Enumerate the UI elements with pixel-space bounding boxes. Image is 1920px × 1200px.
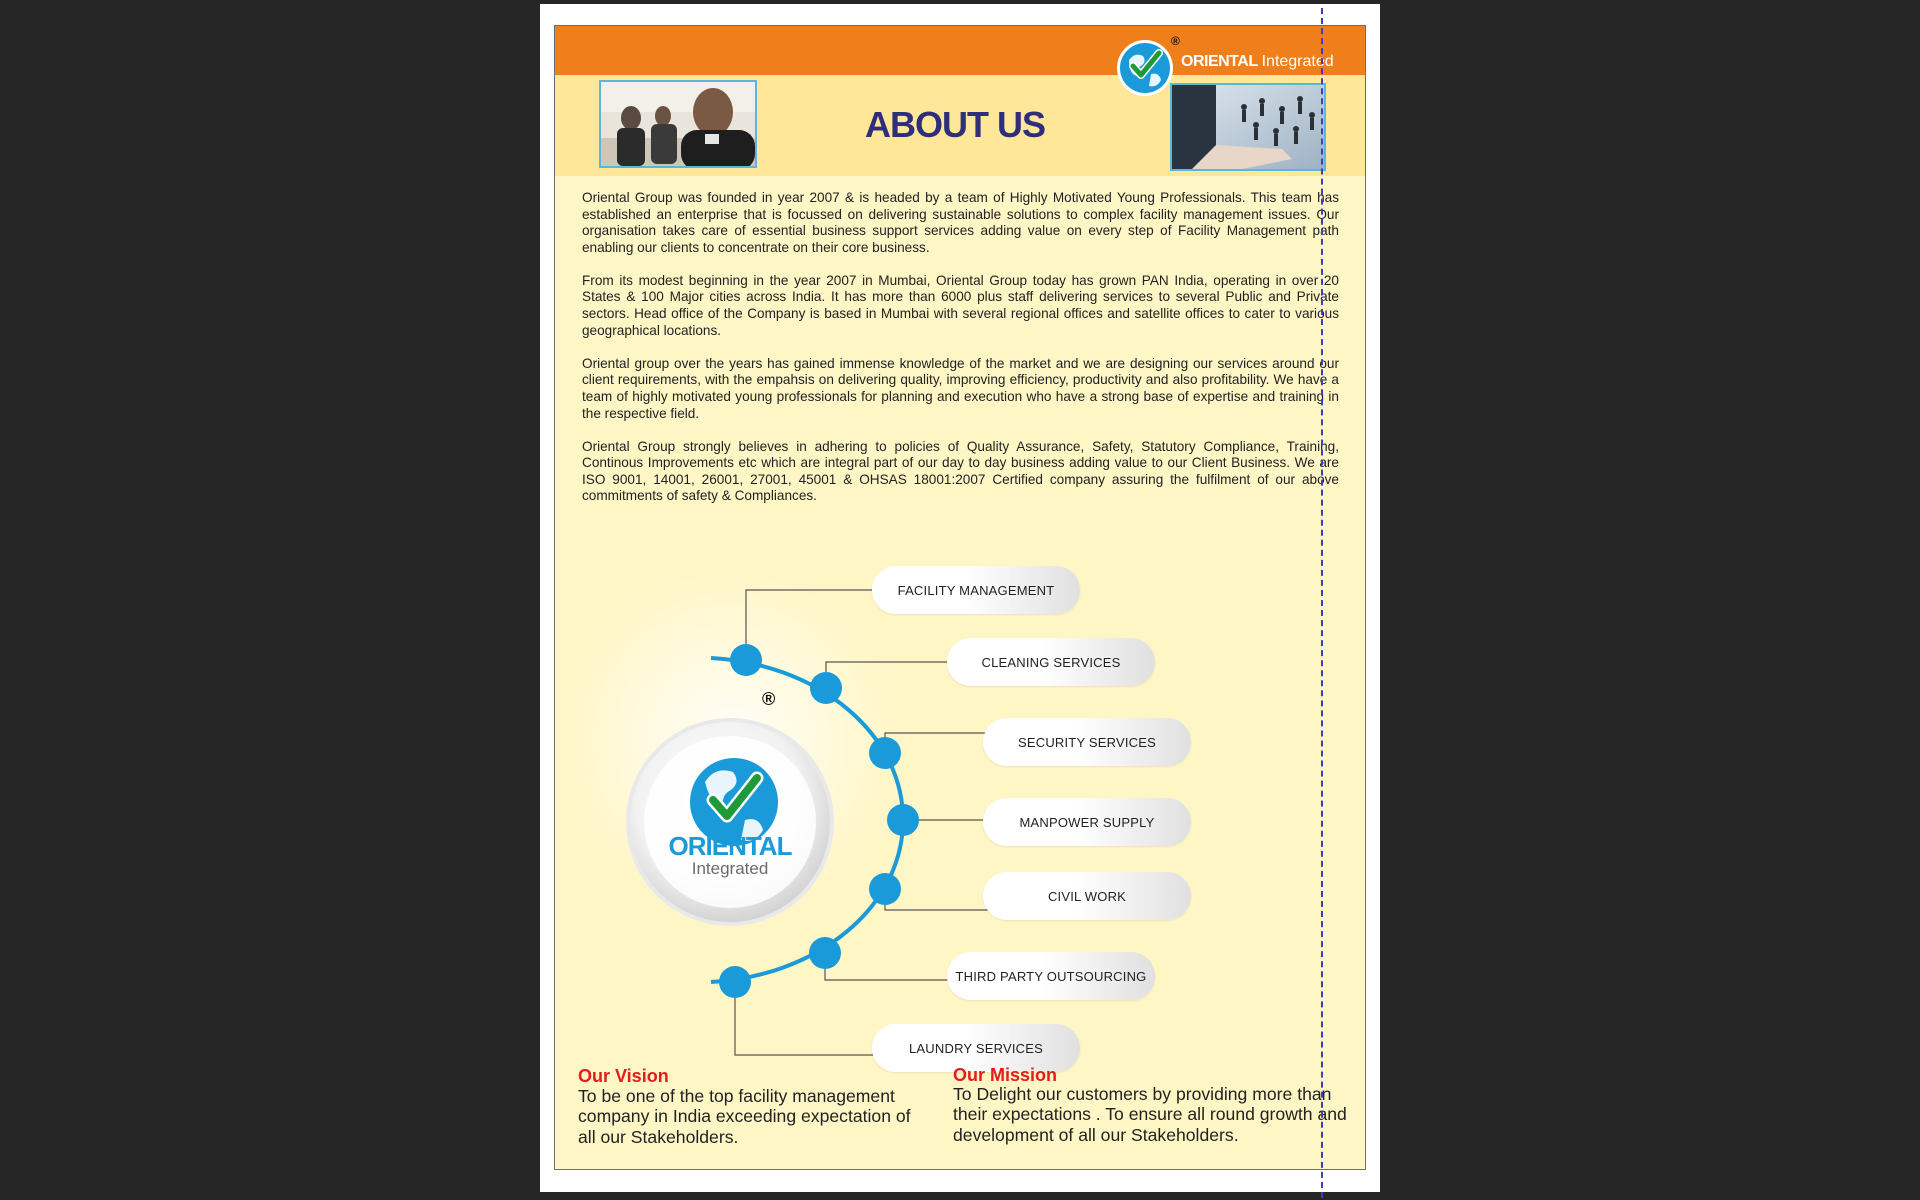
mission-text: To Delight our customers by providing more than their expectations . To ensure all round growth and development of all our Stakeholders. <box>953 1084 1347 1145</box>
registered-mark: ® <box>1171 34 1180 48</box>
about-body <box>582 190 1339 522</box>
paragraph: From its modest beginning in the year 2007 in Mumbai, Oriental Group today has grown PAN India, operating in over 20 States & 100 Major cities across India. It has more than 6000 plus staff delivering services to several Public and Private sectors. Head office of the Company is based in Mumbai with several regional offices and satellite offices to cater to various geographical locations. <box>582 272 1339 338</box>
service-pill: CIVIL WORK <box>983 872 1191 920</box>
meeting-photo <box>599 80 757 168</box>
page-title: ABOUT US <box>865 104 1045 145</box>
center-logo-sub: Integrated <box>691 859 769 878</box>
network-photo <box>1170 83 1326 171</box>
guide-line <box>1321 8 1323 1198</box>
vision-text: To be one of the top facility management company in India exceeding expectation of all our Stakeholders. <box>578 1086 911 1147</box>
service-pill: MANPOWER SUPPLY <box>983 798 1191 846</box>
mission-title: Our Mission <box>953 1065 1058 1085</box>
services-diagram <box>555 536 1365 1056</box>
document-page <box>540 4 1380 1192</box>
paragraph: Oriental Group was founded in year 2007 & is headed by a team of Highly Motivated Young Professionals. This team has established an enterprise that is focussed on delivering sustainable solutions to complex facility management issues. Our organisation takes care of essential business support services adding value on every step of Facility Management path enabling our clients to concentrate on their core business. <box>582 190 1339 255</box>
center-logo-name: ORIENTAL <box>668 831 792 861</box>
service-pill: SECURITY SERVICES <box>983 718 1191 766</box>
paragraph: Oriental group over the years has gained immense knowledge of the market and we are designing our services around our client requirements, with the empahsis on delivering quality, improving efficiency, productivity and also profitability. We have a team of highly motivated young professionals for planning and execution who have a strong base of expertise and training in the respective field. <box>582 355 1339 421</box>
brand-suffix: Integrated <box>1261 53 1334 70</box>
paragraph: Oriental Group strongly believes in adhering to policies of Quality Assurance, Safety, Statutory Compliance, Training, Continous Improvements etc which are integral part of our day to day business adding value to our Client Business. We are ISO 9001, 14001, 26001, 27001, 45001 & OHSAS 18001:2007 Certified company assuring the fulfilment of our above commitments of safety & Compliances. <box>582 438 1339 504</box>
brand-wordmark <box>1181 53 1334 71</box>
brochure-frame <box>554 25 1366 1170</box>
center-logo <box>630 689 830 879</box>
service-pill: CLEANING SERVICES <box>947 638 1155 686</box>
service-pill: LAUNDRY SERVICES <box>872 1024 1080 1072</box>
center-registered-mark: ® <box>762 689 776 709</box>
service-pill: FACILITY MANAGEMENT <box>872 566 1080 614</box>
brand-name: ORIENTAL <box>1181 53 1258 70</box>
globe-check-logo-icon <box>1115 32 1181 98</box>
service-pill: THIRD PARTY OUTSOURCING <box>947 952 1155 1000</box>
vision-title: Our Vision <box>578 1066 669 1086</box>
